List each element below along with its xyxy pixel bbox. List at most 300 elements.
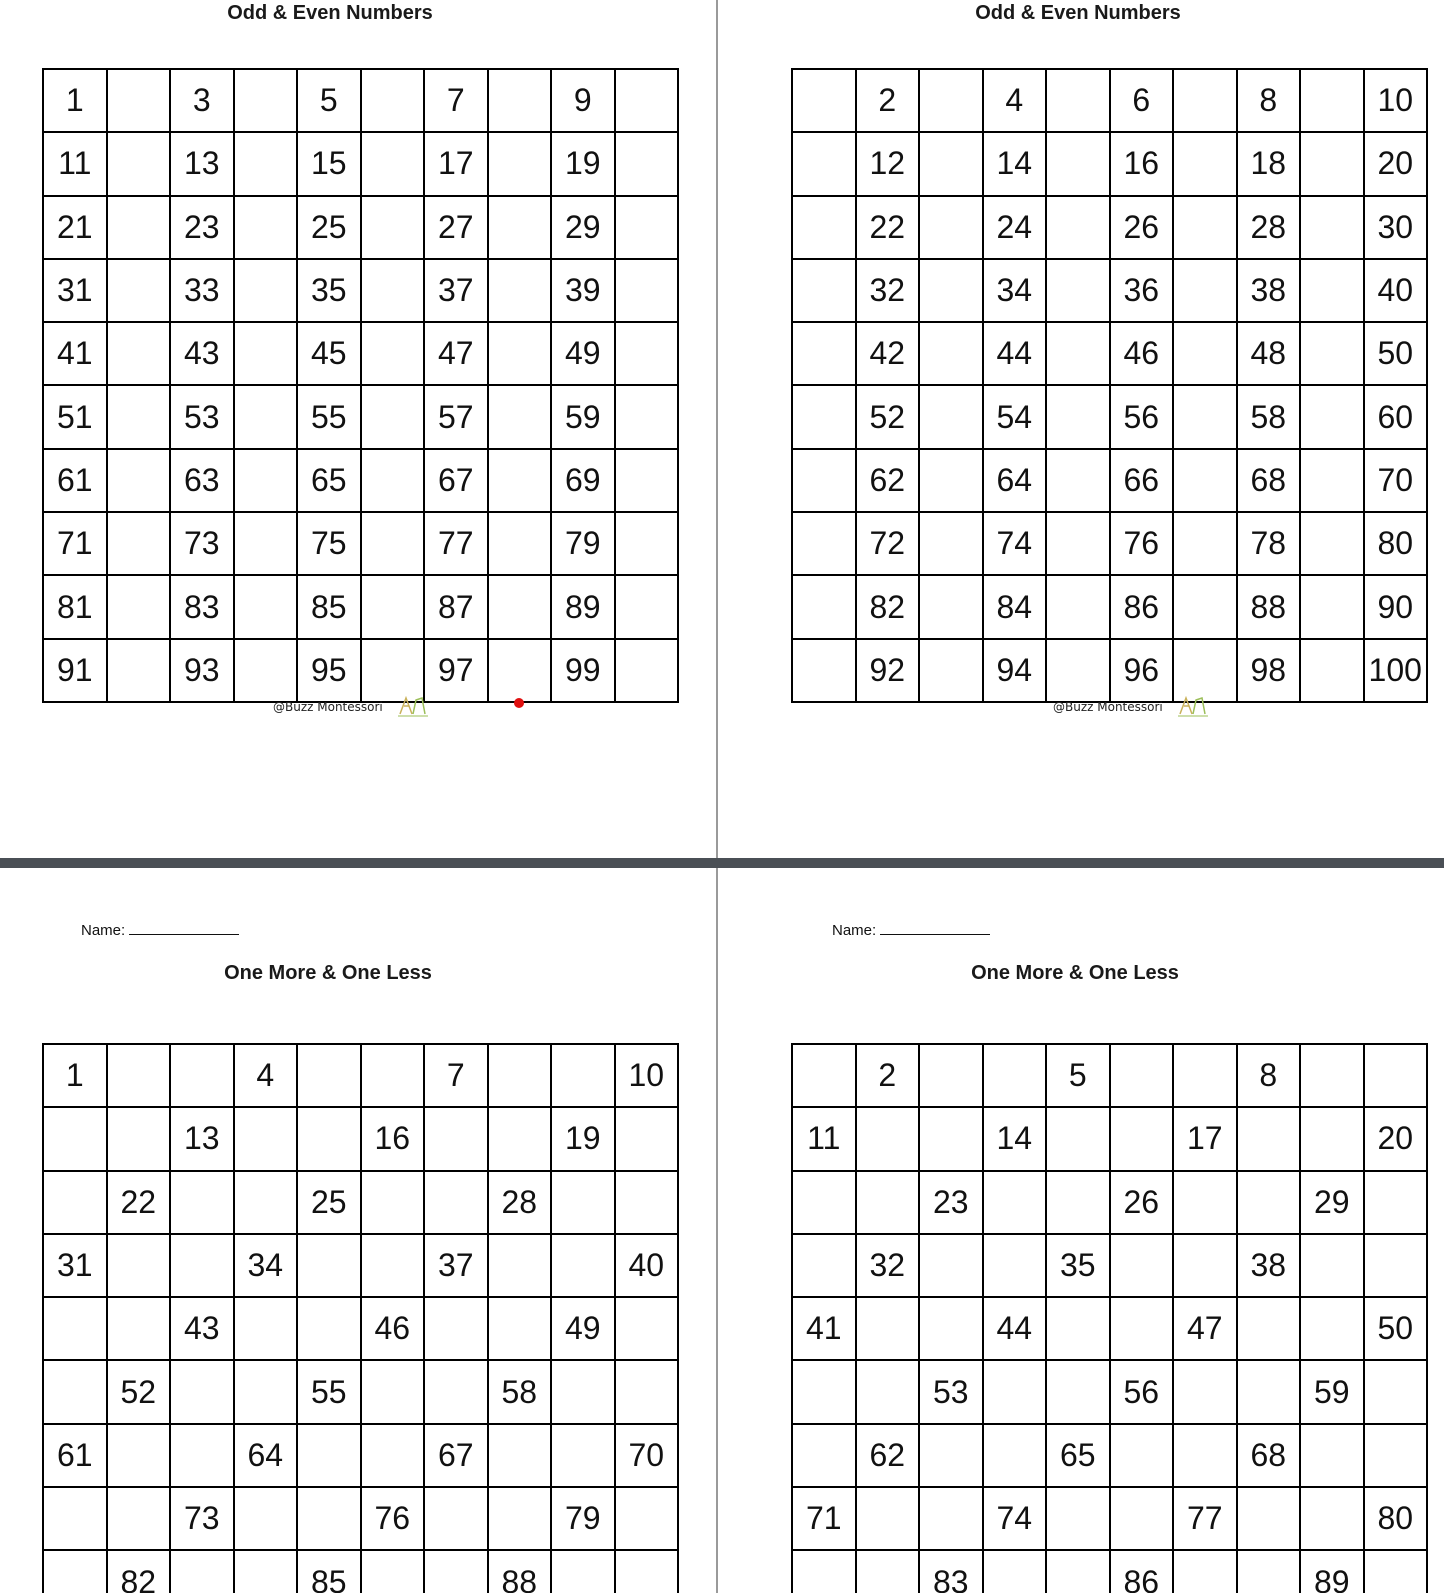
grid-cell: 53 [919,1360,983,1423]
grid-row [792,1234,1427,1297]
grid-cell: 17 [424,132,488,195]
grid-cell: 76 [361,1487,425,1550]
grid-cell [919,385,983,448]
grid-row [43,449,678,512]
grid-cell [361,449,425,512]
grid-cell [983,1550,1047,1593]
red-marker-dot [514,698,524,708]
grid-cell [234,196,298,259]
grid-row [43,322,678,385]
grid-row [43,1171,678,1234]
grid-cell: 26 [1110,196,1174,259]
grid-cell: 40 [615,1234,679,1297]
grid-cell [1364,1234,1428,1297]
grid-cell [1046,132,1110,195]
grid-cell: 83 [919,1550,983,1593]
grid-cell [488,449,552,512]
buzz-montessori-logo-icon [1176,692,1210,718]
grid-cell [1237,1107,1301,1170]
grid-cell [361,259,425,322]
grid-cell [488,1234,552,1297]
grid-cell [234,1297,298,1360]
grid-cell: 38 [1237,259,1301,322]
worksheet-page-even [718,0,1444,858]
grid-cell: 7 [424,69,488,132]
grid-cell [1173,1550,1237,1593]
grid-cell [615,575,679,638]
grid-cell: 62 [856,449,920,512]
grid-cell [424,1487,488,1550]
grid-cell [856,1550,920,1593]
footer-credit: @Buzz Montessori [273,700,383,714]
grid-cell [234,512,298,575]
grid-cell: 92 [856,639,920,702]
grid-cell: 25 [297,196,361,259]
grid-cell: 57 [424,385,488,448]
grid-cell: 38 [1237,1234,1301,1297]
grid-row [43,1360,678,1423]
grid-row [43,259,678,322]
grid-cell [488,69,552,132]
grid-cell [297,1044,361,1107]
page-footer [718,692,1444,722]
grid-cell [107,1297,171,1360]
grid-cell: 49 [551,322,615,385]
grid-row [792,1550,1427,1593]
page-divider-horizontal [0,858,1444,868]
grid-cell: 85 [297,575,361,638]
grid-cell [488,1107,552,1170]
grid-cell [361,1360,425,1423]
grid-cell: 2 [856,69,920,132]
grid-cell [1046,69,1110,132]
grid-cell [615,132,679,195]
grid-cell: 32 [856,259,920,322]
grid-cell [551,1171,615,1234]
grid-cell [1300,1424,1364,1487]
grid-cell [1237,1360,1301,1423]
grid-cell [234,1487,298,1550]
grid-cell: 37 [424,1234,488,1297]
grid-cell [488,1487,552,1550]
grid-cell: 98 [1237,639,1301,702]
grid-cell [234,385,298,448]
grid-cell: 56 [1110,385,1174,448]
grid-cell [170,1424,234,1487]
grid-cell [1237,1171,1301,1234]
grid-cell: 65 [297,449,361,512]
grid-cell [919,69,983,132]
grid-cell: 19 [551,1107,615,1170]
grid-cell [1046,259,1110,322]
grid-row [792,259,1427,322]
grid-cell [234,1107,298,1170]
grid-cell [792,1171,856,1234]
grid-cell [856,1487,920,1550]
grid-cell: 10 [615,1044,679,1107]
grid-cell [919,259,983,322]
grid-cell [1300,1107,1364,1170]
grid-cell [43,1550,107,1593]
grid-cell [1046,196,1110,259]
grid-cell: 14 [983,132,1047,195]
grid-cell [1364,1044,1428,1107]
grid-cell: 53 [170,385,234,448]
grid-cell [297,1107,361,1170]
page-title: One More & One Less [971,962,1179,984]
grid-cell: 52 [107,1360,171,1423]
grid-cell [1173,1234,1237,1297]
grid-cell [1173,1424,1237,1487]
grid-row [43,512,678,575]
grid-cell: 71 [43,512,107,575]
grid-cell: 36 [1110,259,1174,322]
grid-cell: 58 [488,1360,552,1423]
grid-cell: 74 [983,512,1047,575]
grid-cell [983,1424,1047,1487]
grid-cell [551,1550,615,1593]
grid-cell [488,1424,552,1487]
grid-cell [1300,512,1364,575]
grid-cell: 29 [551,196,615,259]
grid-cell: 2 [856,1044,920,1107]
grid-cell [488,132,552,195]
grid-cell [107,1487,171,1550]
grid-cell [856,1107,920,1170]
grid-cell: 35 [297,259,361,322]
grid-cell [615,322,679,385]
grid-cell [919,1234,983,1297]
grid-cell: 16 [1110,132,1174,195]
grid-cell [1173,449,1237,512]
grid-cell [488,575,552,638]
grid-row [792,512,1427,575]
grid-cell [1300,1234,1364,1297]
grid-cell: 78 [1237,512,1301,575]
grid-cell [1173,1171,1237,1234]
grid-cell [297,1487,361,1550]
grid-row [792,196,1427,259]
grid-cell: 45 [297,322,361,385]
grid-cell [107,322,171,385]
grid-row [43,575,678,638]
grid-cell: 60 [1364,385,1428,448]
grid-cell: 43 [170,1297,234,1360]
grid-cell [856,1171,920,1234]
page-title: Odd & Even Numbers [975,2,1181,24]
grid-cell: 4 [234,1044,298,1107]
grid-cell: 68 [1237,1424,1301,1487]
grid-cell: 22 [107,1171,171,1234]
grid-cell [1110,1424,1174,1487]
grid-cell: 31 [43,259,107,322]
grid-cell: 5 [297,69,361,132]
grid-row [792,1424,1427,1487]
grid-row [43,1234,678,1297]
name-label: Name: [81,922,126,939]
grid-cell [1110,1297,1174,1360]
grid-cell: 13 [170,1107,234,1170]
grid-cell [792,322,856,385]
grid-cell: 39 [551,259,615,322]
grid-cell [792,132,856,195]
grid-cell [1300,575,1364,638]
grid-cell [983,1171,1047,1234]
grid-cell: 86 [1110,1550,1174,1593]
grid-cell [792,449,856,512]
grid-cell [361,512,425,575]
grid-cell [1300,196,1364,259]
grid-cell [1300,1044,1364,1107]
grid-cell [1364,1550,1428,1593]
grid-cell [615,512,679,575]
buzz-montessori-logo-icon [396,692,430,718]
grid-cell [234,1550,298,1593]
grid-cell: 12 [856,132,920,195]
name-label: Name: [832,922,877,939]
grid-cell [792,1234,856,1297]
grid-cell [615,196,679,259]
grid-cell [361,196,425,259]
grid-cell: 72 [856,512,920,575]
grid-cell: 82 [107,1550,171,1593]
grid-cell [615,385,679,448]
grid-cell [107,196,171,259]
grid-cell [615,1107,679,1170]
grid-cell: 44 [983,1297,1047,1360]
grid-cell [170,1044,234,1107]
grid-cell: 73 [170,512,234,575]
grid-cell: 28 [488,1171,552,1234]
grid-cell: 80 [1364,1487,1428,1550]
grid-cell [43,1360,107,1423]
grid-cell [551,1044,615,1107]
grid-cell [856,1360,920,1423]
grid-cell [1237,1550,1301,1593]
grid-cell: 77 [424,512,488,575]
grid-cell [792,259,856,322]
grid-cell [234,1360,298,1423]
grid-cell [107,1044,171,1107]
grid-cell: 8 [1237,69,1301,132]
grid-row [792,1487,1427,1550]
grid-cell [1110,1044,1174,1107]
grid-cell: 43 [170,322,234,385]
grid-cell [424,1107,488,1170]
grid-cell [1110,1487,1174,1550]
grid-cell [1300,69,1364,132]
grid-cell: 1 [43,1044,107,1107]
grid-cell [1364,1171,1428,1234]
grid-cell: 28 [1237,196,1301,259]
grid-cell [856,1297,920,1360]
grid-cell: 37 [424,259,488,322]
grid-cell [361,1044,425,1107]
worksheet-page-odd [0,0,716,858]
footer-credit: @Buzz Montessori [1053,700,1163,714]
grid-cell: 64 [234,1424,298,1487]
grid-cell [919,1424,983,1487]
grid-cell [107,449,171,512]
grid-cell: 55 [297,1360,361,1423]
grid-cell [1237,1297,1301,1360]
grid-cell: 41 [792,1297,856,1360]
grid-cell: 95 [297,639,361,702]
grid-row [43,1424,678,1487]
grid-cell: 51 [43,385,107,448]
grid-cell: 74 [983,1487,1047,1550]
grid-cell [615,1297,679,1360]
grid-cell [615,449,679,512]
grid-cell: 90 [1364,575,1428,638]
grid-cell: 54 [983,385,1047,448]
grid-cell: 46 [361,1297,425,1360]
grid-cell: 70 [1364,449,1428,512]
grid-cell: 79 [551,1487,615,1550]
grid-cell: 25 [297,1171,361,1234]
hundreds-grid [791,68,1428,703]
grid-row [43,196,678,259]
grid-cell [919,1487,983,1550]
grid-cell [43,1297,107,1360]
grid-cell: 17 [1173,1107,1237,1170]
grid-row [792,1044,1427,1107]
grid-cell: 18 [1237,132,1301,195]
name-field [832,922,990,939]
grid-cell [919,512,983,575]
grid-cell [107,575,171,638]
grid-cell [1046,1360,1110,1423]
grid-cell: 9 [551,69,615,132]
grid-cell [615,69,679,132]
grid-cell: 64 [983,449,1047,512]
grid-cell [361,69,425,132]
grid-cell: 76 [1110,512,1174,575]
grid-cell: 47 [1173,1297,1237,1360]
grid-row [792,575,1427,638]
grid-cell [1173,575,1237,638]
grid-cell [488,1297,552,1360]
grid-cell: 10 [1364,69,1428,132]
grid-cell [792,1360,856,1423]
grid-cell [551,1234,615,1297]
grid-cell: 3 [170,69,234,132]
grid-cell: 13 [170,132,234,195]
grid-cell [615,259,679,322]
grid-cell: 21 [43,196,107,259]
grid-row [792,1107,1427,1170]
grid-cell [792,512,856,575]
grid-cell [424,1171,488,1234]
grid-row [43,1297,678,1360]
grid-cell [1173,1044,1237,1107]
grid-cell: 86 [1110,575,1174,638]
grid-cell [43,1107,107,1170]
grid-cell [792,1044,856,1107]
grid-cell: 32 [856,1234,920,1297]
grid-cell: 87 [424,575,488,638]
grid-cell [792,1424,856,1487]
grid-cell: 99 [551,639,615,702]
grid-cell: 46 [1110,322,1174,385]
grid-cell [1364,1360,1428,1423]
grid-cell [1364,1424,1428,1487]
grid-cell: 52 [856,385,920,448]
grid-cell: 100 [1364,639,1428,702]
grid-row [792,1171,1427,1234]
grid-cell: 59 [1300,1360,1364,1423]
grid-cell [107,1107,171,1170]
grid-cell [983,1234,1047,1297]
grid-cell: 89 [1300,1550,1364,1593]
grid-cell [488,385,552,448]
grid-cell: 81 [43,575,107,638]
grid-cell: 50 [1364,1297,1428,1360]
grid-cell [1300,259,1364,322]
grid-row [43,69,678,132]
grid-cell: 88 [1237,575,1301,638]
grid-cell [234,132,298,195]
grid-cell [1173,69,1237,132]
grid-cell [551,1360,615,1423]
grid-cell [297,1424,361,1487]
grid-cell: 56 [1110,1360,1174,1423]
grid-cell: 34 [234,1234,298,1297]
grid-cell [1173,259,1237,322]
grid-cell [170,1360,234,1423]
grid-cell [551,1424,615,1487]
grid-cell: 49 [551,1297,615,1360]
grid-cell [234,259,298,322]
grid-cell [107,259,171,322]
grid-cell: 41 [43,322,107,385]
grid-cell: 8 [1237,1044,1301,1107]
grid-cell: 55 [297,385,361,448]
page-footer [0,692,716,722]
hundreds-grid [42,1043,679,1593]
grid-cell: 63 [170,449,234,512]
grid-cell [1046,1107,1110,1170]
grid-cell: 30 [1364,196,1428,259]
grid-cell [1173,132,1237,195]
grid-cell: 5 [1046,1044,1110,1107]
grid-cell [107,1234,171,1297]
grid-row [792,322,1427,385]
grid-cell [361,575,425,638]
grid-cell: 89 [551,575,615,638]
grid-cell: 7 [424,1044,488,1107]
grid-cell: 61 [43,449,107,512]
grid-row [792,1297,1427,1360]
grid-cell [488,196,552,259]
grid-cell: 80 [1364,512,1428,575]
grid-cell: 26 [1110,1171,1174,1234]
grid-cell: 47 [424,322,488,385]
grid-cell: 22 [856,196,920,259]
grid-cell [615,1487,679,1550]
grid-cell: 71 [792,1487,856,1550]
grid-cell [107,385,171,448]
grid-row [792,1360,1427,1423]
grid-cell [107,69,171,132]
grid-cell [1046,1487,1110,1550]
grid-cell [919,1107,983,1170]
grid-cell [170,1550,234,1593]
grid-cell [1046,1550,1110,1593]
grid-cell: 15 [297,132,361,195]
grid-cell [107,132,171,195]
grid-cell: 1 [43,69,107,132]
